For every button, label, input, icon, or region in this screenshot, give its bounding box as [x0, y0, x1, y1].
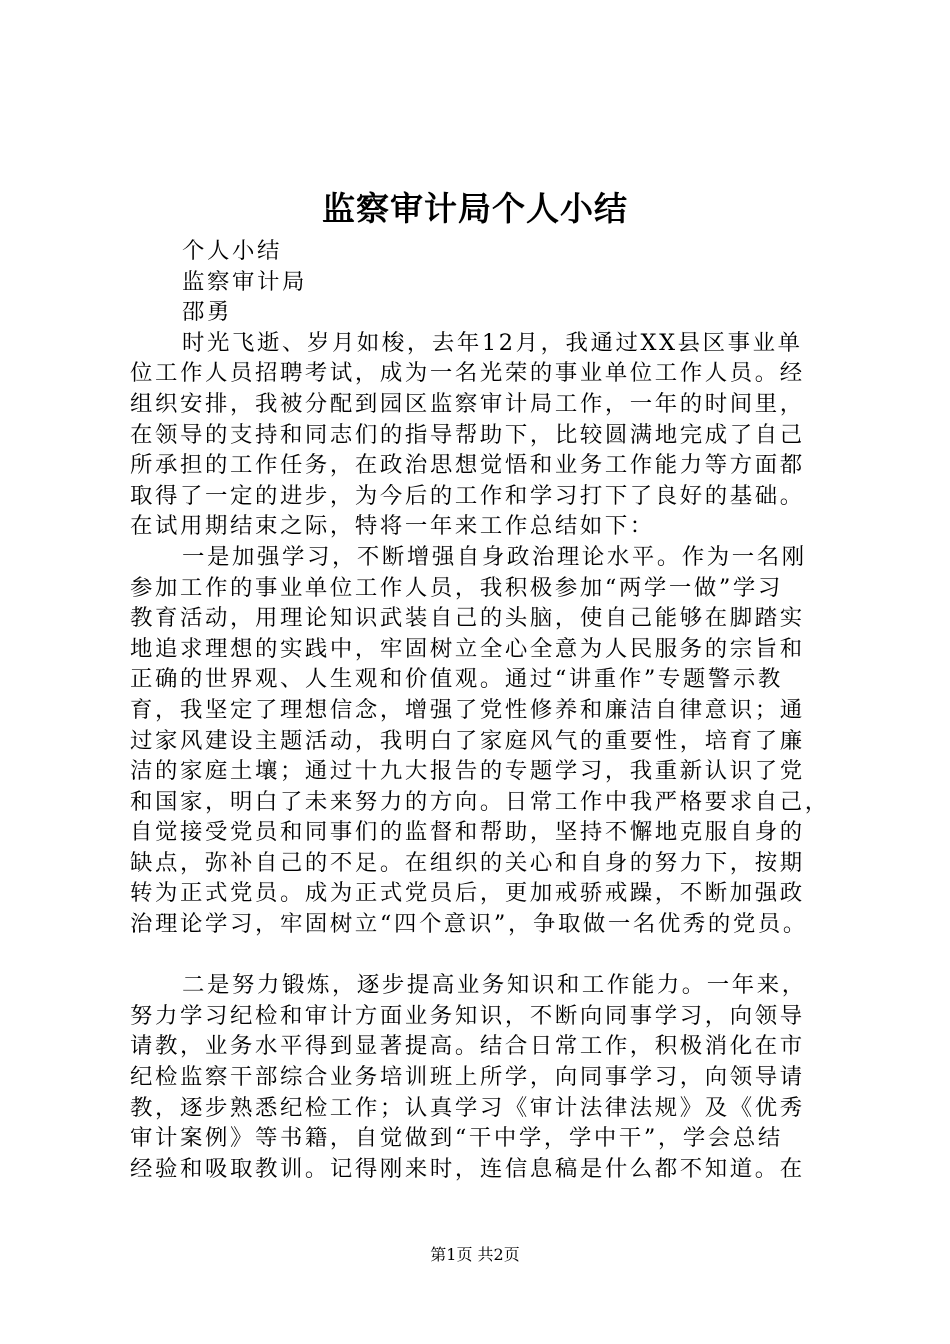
text-line: 所承担的工作任务，在政治思想觉悟和业务工作能力等方面都 — [130, 452, 805, 479]
text-line: 纪检监察干部综合业务培训班上所学，向同事学习，向领导请 — [130, 1064, 805, 1091]
text-line: 二是努力锻炼，逐步提高业务知识和工作能力。一年来， — [182, 972, 807, 999]
text-line: 正确的世界观、人生观和价值观。通过“讲重作”专题警示教 — [130, 666, 783, 693]
text-line: 参加工作的事业单位工作人员，我积极参加“两学一做”学习 — [130, 574, 783, 601]
text-line: 经验和吸取教训。记得刚来时，连信息稿是什么都不知道。在 — [130, 1155, 805, 1182]
text-line: 位工作人员招聘考试，成为一名光荣的事业单位工作人员。经 — [130, 360, 805, 387]
text-line: 育，我坚定了理想信念，增强了党性修养和廉洁自律意识；通 — [130, 696, 805, 723]
text-line: 治理论学习，牢固树立“四个意识”，争取做一名优秀的党员。 — [130, 911, 808, 938]
text-line: 和国家，明白了未来努力的方向。日常工作中我严格要求自己， — [130, 788, 830, 815]
text-line: 审计案例》等书籍，自觉做到“干中学，学中干”，学会总结 — [130, 1125, 783, 1152]
document-body — [130, 236, 830, 1184]
text-line: 在领导的支持和同志们的指导帮助下，比较圆满地完成了自己 — [130, 421, 805, 448]
text-line: 教育活动，用理论知识武装自己的头脑，使自己能够在脚踏实 — [130, 605, 805, 632]
text-line: 取得了一定的进步，为今后的工作和学习打下了良好的基础。 — [130, 482, 805, 509]
text-line: 组织安排，我被分配到园区监察审计局工作，一年的时间里， — [130, 390, 805, 417]
text-line: 转为正式党员。成为正式党员后，更加戒骄戒躁，不断加强政 — [130, 880, 805, 907]
text-line: 努力学习纪检和审计方面业务知识，不断向同事学习，向领导 — [130, 1002, 805, 1029]
text-line: 缺点，弥补自己的不足。在组织的关心和自身的努力下，按期 — [130, 849, 805, 876]
text-line: 过家风建设主题活动，我明白了家庭风气的重要性，培育了廉 — [130, 727, 805, 754]
blank-line — [130, 940, 830, 971]
text-line: 一是加强学习，不断增强自身政治理论水平。作为一名刚 — [182, 543, 807, 570]
document-title: 监察审计局个人小结 — [322, 189, 628, 228]
text-line: 邵勇 — [182, 299, 232, 326]
text-line: 监察审计局 — [182, 268, 307, 295]
text-line: 教，逐步熟悉纪检工作；认真学习《审计法律法规》及《优秀 — [130, 1094, 805, 1121]
text-line: 时光飞逝、岁月如梭，去年12月，我通过XX县区事业单 — [182, 329, 803, 356]
text-line: 自觉接受党员和同事们的监督和帮助，坚持不懈地克服自身的 — [130, 819, 805, 846]
text-line: 洁的家庭土壤；通过十九大报告的专题学习，我重新认识了党 — [130, 758, 805, 785]
page-footer: 第1页 共2页 — [430, 1245, 520, 1264]
text-line: 请教，业务水平得到显著提高。结合日常工作，积极消化在市 — [130, 1033, 805, 1060]
text-line: 个人小结 — [182, 238, 282, 264]
text-line: 地追求理想的实践中，牢固树立全心全意为人民服务的宗旨和 — [130, 635, 805, 662]
text-line: 在试用期结束之际，特将一年来工作总结如下： — [130, 513, 655, 540]
